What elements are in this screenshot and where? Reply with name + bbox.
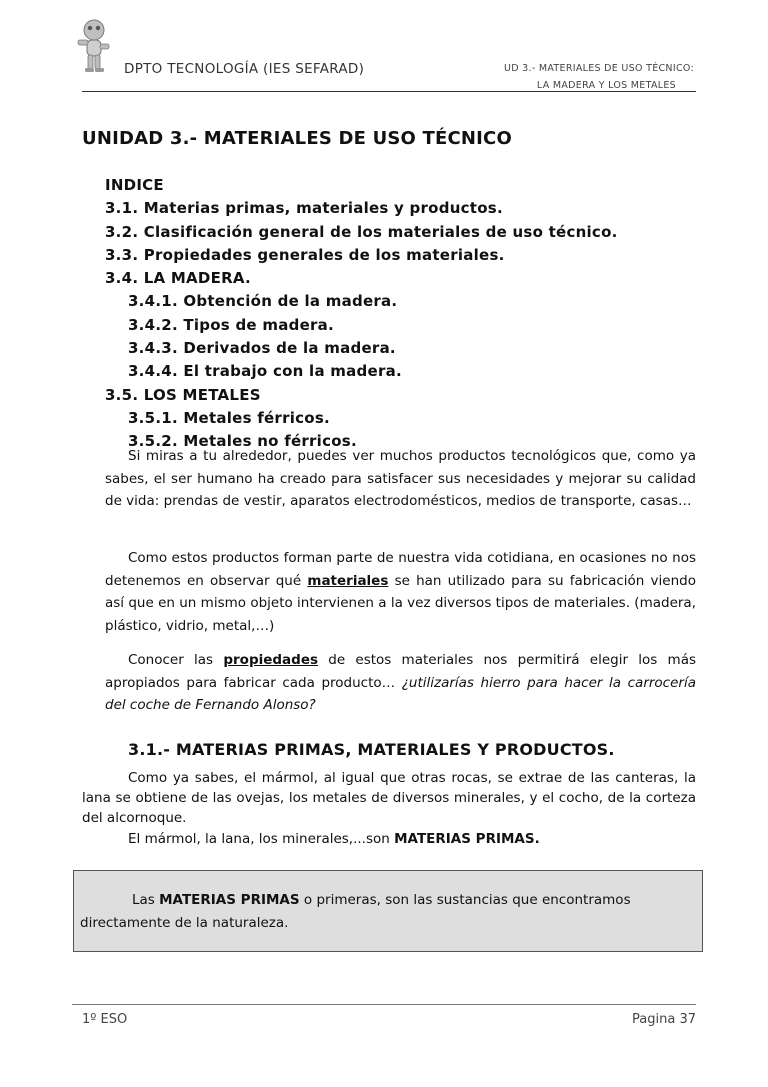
section-text: El mármol, la lana, los minerales,...son [128, 831, 395, 847]
header-unit-line2: LA MADERA Y LOS METALES [536, 80, 676, 91]
intro-text: Como estos productos forman parte de nuestra vida cotidiana, en ocasiones no nos detenemos en observar qué [105, 550, 696, 589]
intro-paragraph-2 [105, 547, 696, 637]
index-subitem: 3.4.1. Obtención de la madera. [128, 292, 398, 311]
keyword-materias-primas: MATERIAS PRIMAS. [394, 831, 540, 847]
definition-text [80, 889, 680, 935]
intro-text: Si miras a tu alrededor, puedes ver muchos productos tecnológicos que, como ya sabes, el ser humano ha creado para satisfacer sus necesidades y mejorar su calidad de vida: prendas de vestir, aparatos electrodomésticos, medios de transporte, casas… [105, 448, 696, 509]
header-divider [82, 91, 696, 92]
index-item: 3.2. Clasificación general de los materiales de uso técnico. [105, 222, 618, 241]
definition-part: o primeras, son las sustancias que encontramos directamente de la naturaleza. [80, 892, 631, 931]
section-title: 3.1.- MATERIAS PRIMAS, MATERIALES Y PRODUCTOS. [128, 740, 615, 759]
index-subitem: 3.4.3. Derivados de la madera. [128, 339, 396, 358]
index-subitem: 3.4.4. El trabajo con la madera. [128, 362, 402, 381]
intro-paragraph-3 [105, 649, 696, 717]
index-item: 3.4. LA MADERA. [105, 269, 252, 288]
keyword-propiedades: propiedades [223, 652, 319, 668]
section-text: Como ya sabes, el mármol, al igual que otras rocas, se extrae de las canteras, la lana se obtiene de las ovejas, los metales de diversos minerales, y el cocho, de la corteza del alcornoque. [82, 770, 696, 826]
table-of-contents [105, 174, 618, 454]
header-department: DPTO TECNOLOGÍA (IES SEFARAD) [124, 61, 365, 77]
header-unit-line1: UD 3.- MATERIALES DE USO TÉCNICO: [503, 63, 694, 74]
intro-paragraph-1 [105, 445, 696, 513]
index-subitem: 3.5.2. Metales no férricos. [128, 432, 357, 451]
footer-course: 1º ESO [82, 1012, 128, 1027]
index-item: 3.3. Propiedades generales de los materiales. [105, 245, 505, 264]
page-title: UNIDAD 3.- MATERIALES DE USO TÉCNICO [82, 128, 512, 149]
index-heading: INDICE [105, 176, 164, 194]
section-paragraph-1 [82, 768, 696, 828]
intro-text: se han utilizado para su fabricación viendo así que en un mismo objeto intervienen a la vez diversos tipos de materiales. (madera, plástico, vidrio, metal,…) [105, 572, 696, 634]
definition-part: Las [132, 892, 160, 908]
index-subitem: 3.5.1. Metales férricos. [128, 408, 330, 427]
footer-divider [72, 1004, 696, 1005]
keyword-materiales: materiales [307, 572, 389, 589]
intro-question: ¿utilizarías hierro para hacer la carrocería del coche de Fernando Alonso? [105, 674, 696, 713]
page-header [72, 14, 696, 92]
index-subitem: 3.4.2. Tipos de madera. [128, 315, 334, 334]
intro-text: de estos materiales nos permitirá elegir los más apropiados para fabricar cada producto… [105, 652, 697, 691]
page-number: Pagina 37 [632, 1012, 696, 1027]
intro-text: Conocer las [128, 652, 224, 668]
index-item: 3.5. LOS METALES [105, 385, 261, 404]
definition-term: MATERIAS PRIMAS [159, 892, 300, 908]
index-item: 3.1. Materias primas, materiales y productos. [105, 199, 503, 218]
robot-figure-icon [76, 18, 112, 74]
definition-box [73, 870, 703, 952]
section-paragraph-2 [82, 829, 696, 849]
